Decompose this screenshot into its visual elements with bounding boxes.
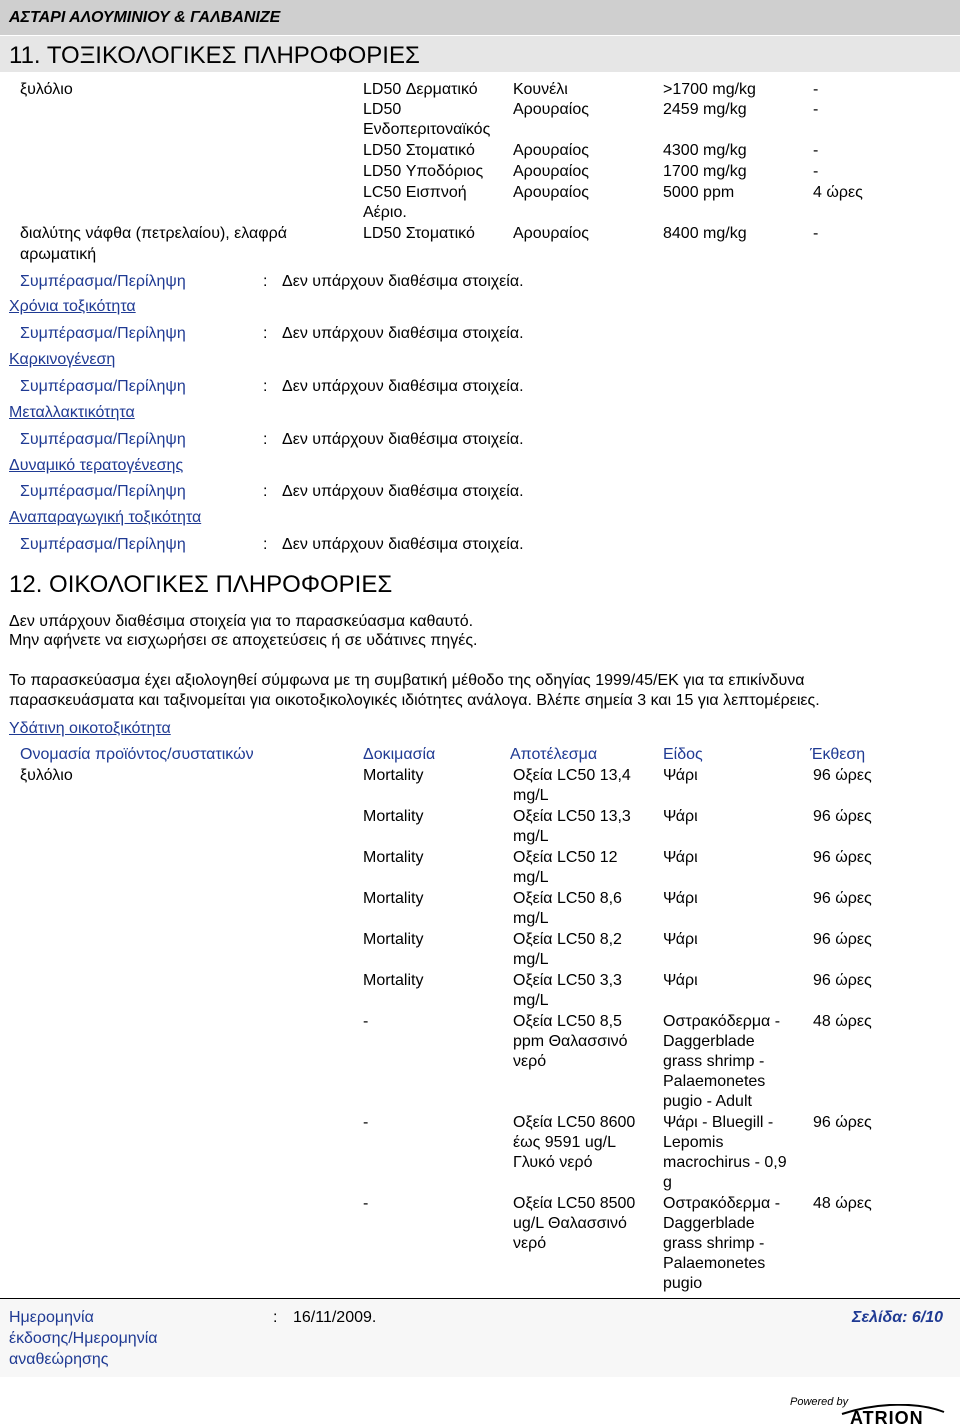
eco-species: Ψάρι: [663, 972, 698, 989]
summary-value: Δεν υπάρχουν διαθέσιμα στοιχεία.: [282, 431, 524, 448]
tox-test: LD50 Στοματικό: [363, 142, 475, 159]
eco-exposure: 96 ώρες: [813, 808, 872, 825]
summary-colon: :: [263, 273, 268, 290]
eco-species: Ψάρι: [663, 767, 698, 784]
eco-species-cont: Daggerblade: [663, 1215, 755, 1232]
powered-by-text: Powered by: [790, 1396, 849, 1408]
tox-species: Κουνέλι: [513, 81, 568, 98]
eco-result-cont: νερό: [513, 1235, 547, 1252]
eco-species-cont: Lepomis: [663, 1134, 724, 1151]
eco-exposure: 96 ώρες: [813, 931, 872, 948]
eco-result-cont: ug/L Θαλασσινό: [513, 1215, 627, 1232]
footer-date-value: 16/11/2009.: [293, 1309, 377, 1326]
eco-result-cont: Γλυκό νερό: [513, 1154, 593, 1171]
eco-result: Οξεία LC50 12: [513, 849, 618, 866]
section-12-title: 12. ΟΙΚΟΛΟΓΙΚΕΣ ΠΛΗΡΟΦΟΡΙΕΣ: [9, 571, 393, 598]
tox-exposure: -: [813, 142, 819, 159]
tox-test: LD50 Δερματικό: [363, 81, 478, 98]
eco-test: Mortality: [363, 931, 424, 948]
tox-value: 5000 ppm: [663, 184, 735, 201]
heading-teratogenicity: Δυναμικό τερατογένεσης: [9, 457, 184, 474]
eco-note-1: Δεν υπάρχουν διαθέσιμα στοιχεία για το παρασκεύασμα καθαυτό.: [9, 613, 474, 630]
eco-result: Οξεία LC50 13,3: [513, 808, 631, 825]
summary-label: Συμπέρασμα/Περίληψη: [20, 378, 186, 395]
summary-label: Συμπέρασμα/Περίληψη: [20, 536, 186, 553]
tox-value: 8400 mg/kg: [663, 225, 747, 242]
summary-value: Δεν υπάρχουν διαθέσιμα στοιχεία.: [282, 536, 524, 553]
heading-aquatic-ecotoxicity: Υδάτινη οικοτοξικότητα: [9, 720, 171, 737]
eco-exposure: 96 ώρες: [813, 1114, 872, 1131]
eco-exposure: 96 ώρες: [813, 972, 872, 989]
summary-value: Δεν υπάρχουν διαθέσιμα στοιχεία.: [282, 273, 524, 290]
heading-mutagenicity: Μεταλλακτικότητα: [9, 404, 135, 421]
substance-name: ξυλόλιο: [20, 81, 73, 98]
eco-species-cont: macrochirus - 0,9: [663, 1154, 787, 1171]
eco-result: Οξεία LC50 8600: [513, 1114, 636, 1131]
tox-value: 4300 mg/kg: [663, 142, 747, 159]
tox-exposure: -: [813, 225, 819, 242]
footer-date-label-cont: έκδοσης/Ημερομηνία: [9, 1330, 158, 1347]
tox-test: LD50: [363, 101, 402, 118]
eco-test: Mortality: [363, 972, 424, 989]
summary-colon: :: [263, 536, 268, 553]
eco-result-cont: mg/L: [513, 869, 549, 886]
summary-label: Συμπέρασμα/Περίληψη: [20, 483, 186, 500]
eco-result-cont: mg/L: [513, 787, 549, 804]
eco-species-cont: g: [663, 1174, 672, 1191]
eco-species-cont: grass shrimp -: [663, 1235, 765, 1252]
document-title: ΑΣΤΑΡΙ ΑΛΟΥΜΙΝΙΟΥ & ΓΑΛΒΑΝΙΖΕ: [9, 9, 281, 26]
eco-result: Οξεία LC50 8,2: [513, 931, 622, 948]
tox-species: Αρουραίος: [513, 225, 589, 242]
eco-test: -: [363, 1013, 369, 1030]
eco-species-cont: grass shrimp -: [663, 1053, 765, 1070]
tox-species: Αρουραίος: [513, 184, 589, 201]
tox-species: Αρουραίος: [513, 142, 589, 159]
tox-value: 1700 mg/kg: [663, 163, 747, 180]
eco-substance-name: ξυλόλιο: [20, 767, 73, 784]
eco-exposure: 48 ώρες: [813, 1013, 872, 1030]
eco-result-cont: mg/L: [513, 992, 549, 1009]
tox-exposure: -: [813, 101, 819, 118]
eco-exposure: 96 ώρες: [813, 890, 872, 907]
eco-species-cont: Daggerblade: [663, 1033, 755, 1050]
substance-name: διαλύτης νάφθα (πετρελαίου), ελαφρά: [20, 225, 288, 242]
tox-species: Αρουραίος: [513, 101, 589, 118]
eco-exposure: 96 ώρες: [813, 767, 872, 784]
summary-label: Συμπέρασμα/Περίληψη: [20, 273, 186, 290]
eco-result: Οξεία LC50 13,4: [513, 767, 631, 784]
eco-species: Οστρακόδερμα -: [663, 1195, 781, 1212]
eco-test: Mortality: [363, 890, 424, 907]
footer-colon: :: [273, 1309, 278, 1326]
eco-result-cont: mg/L: [513, 951, 549, 968]
eco-exposure: 96 ώρες: [813, 849, 872, 866]
tox-value: >1700 mg/kg: [663, 81, 756, 98]
eco-exposure: 48 ώρες: [813, 1195, 872, 1212]
page-number: Σελίδα: 6/10: [852, 1309, 944, 1326]
atrion-brand-text: ATRION: [850, 1408, 924, 1428]
eco-species: Ψάρι: [663, 849, 698, 866]
eco-species: Οστρακόδερμα -: [663, 1013, 781, 1030]
summary-label: Συμπέρασμα/Περίληψη: [20, 325, 186, 342]
tox-test: LC50 Εισπνοή: [363, 184, 467, 201]
eco-species: Ψάρι: [663, 931, 698, 948]
eco-paragraph-line-1: Το παρασκεύασμα έχει αξιολογηθεί σύμφωνα με τη συμβατική μέθοδο της οδηγίας 1999/45/ΕΚ για τα επικίνδυνα: [9, 672, 805, 689]
tox-test-cont: Αέριο.: [363, 204, 407, 221]
eco-species-cont: pugio: [663, 1275, 703, 1292]
summary-value: Δεν υπάρχουν διαθέσιμα στοιχεία.: [282, 325, 524, 342]
eco-species: Ψάρι: [663, 808, 698, 825]
eco-test: Mortality: [363, 767, 424, 784]
eco-result: Οξεία LC50 8,5: [513, 1013, 622, 1030]
eco-test: -: [363, 1114, 369, 1131]
summary-value: Δεν υπάρχουν διαθέσιμα στοιχεία.: [282, 483, 524, 500]
footer-date-label: Ημερομηνία: [9, 1309, 94, 1326]
tox-exposure: -: [813, 81, 819, 98]
tox-exposure: 4 ώρες: [813, 184, 863, 201]
section-11-title: 11. ΤΟΞΙΚΟΛΟΓΙΚΕΣ ΠΛΗΡΟΦΟΡΙΕΣ: [9, 42, 420, 69]
eco-test: Mortality: [363, 849, 424, 866]
col-header-species: Είδος: [663, 746, 703, 763]
tox-test: LD50 Υποδόριος: [363, 163, 484, 180]
substance-name-cont: αρωματική: [20, 246, 97, 263]
eco-result-cont: νερό: [513, 1053, 547, 1070]
summary-value: Δεν υπάρχουν διαθέσιμα στοιχεία.: [282, 378, 524, 395]
col-header-result: Αποτέλεσμα: [510, 746, 598, 763]
summary-colon: :: [263, 378, 268, 395]
col-header-exposure: Έκθεση: [810, 746, 866, 763]
summary-label: Συμπέρασμα/Περίληψη: [20, 431, 186, 448]
tox-test: LD50 Στοματικό: [363, 225, 475, 242]
eco-species-cont: Palaemonetes: [663, 1255, 766, 1272]
eco-paragraph-line-2: παρασκευάσματα και ταξινομείται για οικοτοξικολογικές ιδιότητες ανάλογα. Βλέπε σημεία 3 και 15 για λεπτομέρειες.: [9, 692, 820, 709]
tox-species: Αρουραίος: [513, 163, 589, 180]
eco-result-cont: έως 9591 ug/L: [513, 1134, 616, 1151]
col-header-name: Ονομασία προϊόντος/συστατικών: [20, 746, 254, 763]
heading-reproductive-toxicity: Αναπαραγωγική τοξικότητα: [9, 509, 202, 526]
summary-colon: :: [263, 483, 268, 500]
eco-result: Οξεία LC50 8500: [513, 1195, 636, 1212]
tox-test-cont: Ενδοπεριτοναϊκός: [363, 121, 491, 138]
eco-result: Οξεία LC50 3,3: [513, 972, 622, 989]
eco-species: Ψάρι: [663, 890, 698, 907]
heading-carcinogenicity: Καρκινογένεση: [9, 351, 116, 368]
eco-result: Οξεία LC50 8,6: [513, 890, 622, 907]
eco-note-2: Μην αφήνετε να εισχωρήσει σε αποχετεύσεις ή σε υδάτινες πηγές.: [9, 632, 478, 649]
eco-species-cont: Palaemonetes: [663, 1073, 766, 1090]
heading-chronic-toxicity: Χρόνια τοξικότητα: [9, 298, 136, 315]
summary-colon: :: [263, 431, 268, 448]
tox-value: 2459 mg/kg: [663, 101, 747, 118]
col-header-test: Δοκιμασία: [363, 746, 436, 763]
eco-result-cont: mg/L: [513, 828, 549, 845]
eco-species: Ψάρι - Bluegill -: [663, 1114, 774, 1131]
eco-species-cont: pugio - Adult: [663, 1093, 752, 1110]
eco-test: Mortality: [363, 808, 424, 825]
eco-test: -: [363, 1195, 369, 1212]
eco-result-cont: ppm Θαλασσινό: [513, 1033, 628, 1050]
summary-colon: :: [263, 325, 268, 342]
tox-exposure: -: [813, 163, 819, 180]
footer-date-label-cont: αναθεώρησης: [9, 1351, 109, 1368]
eco-result-cont: mg/L: [513, 910, 549, 927]
